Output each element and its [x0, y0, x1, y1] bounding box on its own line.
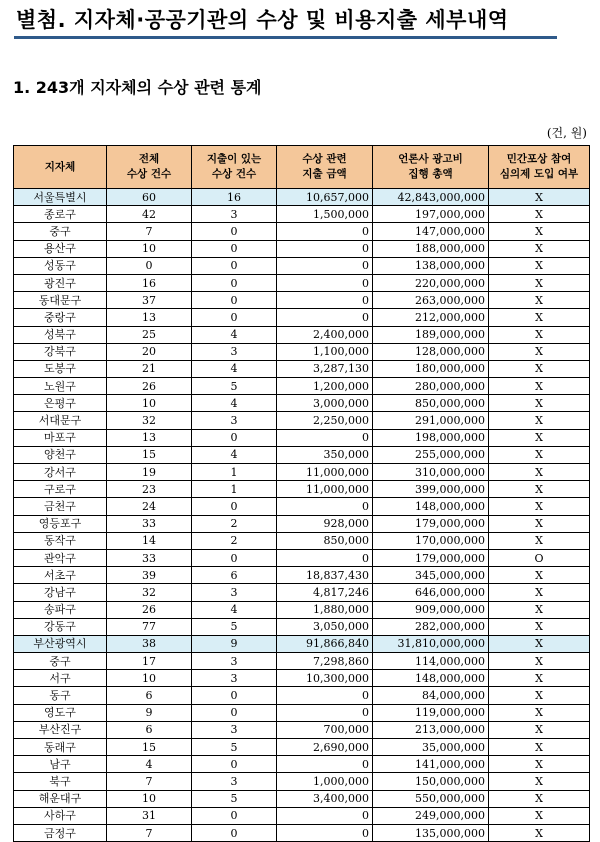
region-cell: 동래구	[14, 739, 107, 756]
review-system-cell: X	[489, 240, 590, 257]
awards-with-spending-cell: 0	[192, 429, 277, 446]
title-underline	[14, 36, 557, 39]
spending-amount-cell: 2,690,000	[277, 739, 373, 756]
region-cell: 중구	[14, 653, 107, 670]
review-system-cell: X	[489, 635, 590, 652]
review-system-cell: X	[489, 412, 590, 429]
media-ad-total-cell: 909,000,000	[373, 601, 489, 618]
review-system-cell: X	[489, 739, 590, 756]
region-cell: 용산구	[14, 240, 107, 257]
spending-amount-cell: 0	[277, 240, 373, 257]
awards-with-spending-cell: 0	[192, 309, 277, 326]
spending-amount-cell: 4,817,246	[277, 584, 373, 601]
awards-with-spending-cell: 0	[192, 549, 277, 566]
table-header-row	[14, 146, 590, 189]
review-system-cell: O	[489, 549, 590, 566]
table-row	[14, 378, 590, 395]
media-ad-total-cell: 550,000,000	[373, 790, 489, 807]
total-awards-cell: 37	[107, 292, 192, 309]
total-awards-cell: 6	[107, 721, 192, 738]
media-ad-total-cell: 188,000,000	[373, 240, 489, 257]
review-system-cell: X	[489, 274, 590, 291]
media-ad-total-cell: 179,000,000	[373, 515, 489, 532]
review-system-cell: X	[489, 429, 590, 446]
spending-amount-cell: 850,000	[277, 532, 373, 549]
region-cell: 중구	[14, 223, 107, 240]
total-awards-cell: 9	[107, 704, 192, 721]
media-ad-total-cell: 180,000,000	[373, 360, 489, 377]
table-row	[14, 687, 590, 704]
media-ad-total-cell: 31,810,000,000	[373, 635, 489, 652]
review-system-cell: X	[489, 687, 590, 704]
media-ad-total-cell: 179,000,000	[373, 549, 489, 566]
region-cell: 강남구	[14, 584, 107, 601]
awards-with-spending-cell: 0	[192, 223, 277, 240]
total-awards-cell: 17	[107, 653, 192, 670]
awards-with-spending-cell: 0	[192, 704, 277, 721]
review-system-cell: X	[489, 395, 590, 412]
awards-with-spending-cell: 5	[192, 739, 277, 756]
table-row	[14, 189, 590, 206]
awards-with-spending-cell: 0	[192, 687, 277, 704]
media-ad-total-cell: 255,000,000	[373, 446, 489, 463]
review-system-cell: X	[489, 653, 590, 670]
region-cell: 구로구	[14, 481, 107, 498]
header-review-system: 민간포상 참여 심의제 도입 여부	[489, 146, 590, 189]
awards-with-spending-cell: 4	[192, 395, 277, 412]
table-row	[14, 412, 590, 429]
awards-with-spending-cell: 0	[192, 824, 277, 841]
spending-amount-cell: 1,100,000	[277, 343, 373, 360]
total-awards-cell: 19	[107, 464, 192, 481]
table-row	[14, 206, 590, 223]
media-ad-total-cell: 170,000,000	[373, 532, 489, 549]
table-row	[14, 790, 590, 807]
table-row	[14, 635, 590, 652]
spending-amount-cell: 11,000,000	[277, 481, 373, 498]
review-system-cell: X	[489, 532, 590, 549]
spending-amount-cell: 10,300,000	[277, 670, 373, 687]
media-ad-total-cell: 280,000,000	[373, 378, 489, 395]
table-row	[14, 274, 590, 291]
region-cell: 북구	[14, 773, 107, 790]
region-cell: 사하구	[14, 807, 107, 824]
spending-amount-cell: 3,000,000	[277, 395, 373, 412]
review-system-cell: X	[489, 704, 590, 721]
region-cell: 강서구	[14, 464, 107, 481]
spending-amount-cell: 1,000,000	[277, 773, 373, 790]
media-ad-total-cell: 148,000,000	[373, 670, 489, 687]
spending-amount-cell: 350,000	[277, 446, 373, 463]
media-ad-total-cell: 345,000,000	[373, 567, 489, 584]
header-award-spending-amount: 수상 관련 지출 금액	[277, 146, 373, 189]
media-ad-total-cell: 128,000,000	[373, 343, 489, 360]
review-system-cell: X	[489, 326, 590, 343]
total-awards-cell: 77	[107, 618, 192, 635]
spending-amount-cell: 0	[277, 429, 373, 446]
media-ad-total-cell: 220,000,000	[373, 274, 489, 291]
header-media-ad-total: 언론사 광고비 집행 총액	[373, 146, 489, 189]
region-cell: 영도구	[14, 704, 107, 721]
media-ad-total-cell: 189,000,000	[373, 326, 489, 343]
awards-with-spending-cell: 0	[192, 257, 277, 274]
spending-amount-cell: 0	[277, 687, 373, 704]
awards-with-spending-cell: 0	[192, 292, 277, 309]
region-cell: 서울특별시	[14, 189, 107, 206]
awards-with-spending-cell: 5	[192, 790, 277, 807]
table-body	[14, 189, 590, 842]
awards-with-spending-cell: 4	[192, 601, 277, 618]
review-system-cell: X	[489, 824, 590, 841]
total-awards-cell: 33	[107, 515, 192, 532]
review-system-cell: X	[489, 618, 590, 635]
awards-with-spending-cell: 4	[192, 326, 277, 343]
media-ad-total-cell: 138,000,000	[373, 257, 489, 274]
region-cell: 영등포구	[14, 515, 107, 532]
total-awards-cell: 10	[107, 240, 192, 257]
total-awards-cell: 24	[107, 498, 192, 515]
media-ad-total-cell: 148,000,000	[373, 498, 489, 515]
review-system-cell: X	[489, 584, 590, 601]
awards-with-spending-cell: 9	[192, 635, 277, 652]
review-system-cell: X	[489, 498, 590, 515]
spending-amount-cell: 1,500,000	[277, 206, 373, 223]
media-ad-total-cell: 282,000,000	[373, 618, 489, 635]
region-cell: 서대문구	[14, 412, 107, 429]
table-row	[14, 739, 590, 756]
awards-with-spending-cell: 1	[192, 481, 277, 498]
spending-amount-cell: 0	[277, 756, 373, 773]
table-row	[14, 549, 590, 566]
spending-amount-cell: 0	[277, 257, 373, 274]
table-row	[14, 618, 590, 635]
spending-amount-cell: 0	[277, 274, 373, 291]
review-system-cell: X	[489, 223, 590, 240]
media-ad-total-cell: 249,000,000	[373, 807, 489, 824]
awards-with-spending-cell: 6	[192, 567, 277, 584]
spending-amount-cell: 3,050,000	[277, 618, 373, 635]
table-row	[14, 257, 590, 274]
awards-with-spending-cell: 4	[192, 360, 277, 377]
awards-with-spending-cell: 3	[192, 721, 277, 738]
region-cell: 동대문구	[14, 292, 107, 309]
table-row	[14, 807, 590, 824]
total-awards-cell: 10	[107, 790, 192, 807]
media-ad-total-cell: 141,000,000	[373, 756, 489, 773]
region-cell: 서구	[14, 670, 107, 687]
media-ad-total-cell: 291,000,000	[373, 412, 489, 429]
spending-amount-cell: 3,287,130	[277, 360, 373, 377]
spending-amount-cell: 1,200,000	[277, 378, 373, 395]
media-ad-total-cell: 119,000,000	[373, 704, 489, 721]
awards-with-spending-cell: 2	[192, 515, 277, 532]
awards-with-spending-cell: 1	[192, 464, 277, 481]
review-system-cell: X	[489, 567, 590, 584]
review-system-cell: X	[489, 446, 590, 463]
awards-with-spending-cell: 0	[192, 498, 277, 515]
total-awards-cell: 15	[107, 446, 192, 463]
media-ad-total-cell: 84,000,000	[373, 687, 489, 704]
region-cell: 강동구	[14, 618, 107, 635]
media-ad-total-cell: 147,000,000	[373, 223, 489, 240]
spending-amount-cell: 3,400,000	[277, 790, 373, 807]
spending-amount-cell: 700,000	[277, 721, 373, 738]
media-ad-total-cell: 646,000,000	[373, 584, 489, 601]
table-row	[14, 704, 590, 721]
table-row	[14, 309, 590, 326]
review-system-cell: X	[489, 292, 590, 309]
table-row	[14, 756, 590, 773]
region-cell: 마포구	[14, 429, 107, 446]
table-row	[14, 464, 590, 481]
spending-amount-cell: 10,657,000	[277, 189, 373, 206]
total-awards-cell: 26	[107, 601, 192, 618]
review-system-cell: X	[489, 360, 590, 377]
spending-amount-cell: 0	[277, 292, 373, 309]
awards-with-spending-cell: 3	[192, 206, 277, 223]
table-row	[14, 343, 590, 360]
awards-with-spending-cell: 4	[192, 446, 277, 463]
table-row	[14, 532, 590, 549]
awards-with-spending-cell: 0	[192, 756, 277, 773]
total-awards-cell: 32	[107, 412, 192, 429]
review-system-cell: X	[489, 309, 590, 326]
awards-with-spending-cell: 3	[192, 653, 277, 670]
media-ad-total-cell: 135,000,000	[373, 824, 489, 841]
total-awards-cell: 13	[107, 429, 192, 446]
spending-amount-cell: 928,000	[277, 515, 373, 532]
review-system-cell: X	[489, 670, 590, 687]
region-cell: 중랑구	[14, 309, 107, 326]
table-row	[14, 498, 590, 515]
table-row	[14, 395, 590, 412]
awards-with-spending-cell: 0	[192, 807, 277, 824]
total-awards-cell: 32	[107, 584, 192, 601]
media-ad-total-cell: 35,000,000	[373, 739, 489, 756]
awards-with-spending-cell: 3	[192, 773, 277, 790]
total-awards-cell: 6	[107, 687, 192, 704]
awards-with-spending-cell: 2	[192, 532, 277, 549]
awards-with-spending-cell: 3	[192, 584, 277, 601]
total-awards-cell: 21	[107, 360, 192, 377]
review-system-cell: X	[489, 756, 590, 773]
table-row	[14, 824, 590, 841]
region-cell: 송파구	[14, 601, 107, 618]
review-system-cell: X	[489, 515, 590, 532]
awards-with-spending-cell: 3	[192, 670, 277, 687]
region-cell: 동작구	[14, 532, 107, 549]
media-ad-total-cell: 213,000,000	[373, 721, 489, 738]
spending-amount-cell: 0	[277, 223, 373, 240]
awards-with-spending-cell: 5	[192, 618, 277, 635]
header-total-awards: 전체 수상 건수	[107, 146, 192, 189]
table-row	[14, 515, 590, 532]
table-row	[14, 240, 590, 257]
table-row	[14, 292, 590, 309]
review-system-cell: X	[489, 206, 590, 223]
unit-note: (건, 원)	[546, 126, 587, 140]
total-awards-cell: 23	[107, 481, 192, 498]
media-ad-total-cell: 114,000,000	[373, 653, 489, 670]
awards-with-spending-cell: 0	[192, 240, 277, 257]
region-cell: 서초구	[14, 567, 107, 584]
total-awards-cell: 13	[107, 309, 192, 326]
region-cell: 부산진구	[14, 721, 107, 738]
spending-amount-cell: 11,000,000	[277, 464, 373, 481]
header-region: 지자체	[14, 146, 107, 189]
table-row	[14, 653, 590, 670]
total-awards-cell: 20	[107, 343, 192, 360]
awards-statistics-table	[13, 145, 590, 842]
total-awards-cell: 7	[107, 773, 192, 790]
spending-amount-cell: 2,400,000	[277, 326, 373, 343]
spending-amount-cell: 0	[277, 824, 373, 841]
section-heading: 1. 243개 지자체의 수상 관련 통계	[13, 78, 262, 97]
table-row	[14, 360, 590, 377]
region-cell: 성북구	[14, 326, 107, 343]
region-cell: 노원구	[14, 378, 107, 395]
total-awards-cell: 26	[107, 378, 192, 395]
awards-with-spending-cell: 3	[192, 343, 277, 360]
total-awards-cell: 7	[107, 223, 192, 240]
table-row	[14, 481, 590, 498]
region-cell: 동구	[14, 687, 107, 704]
awards-with-spending-cell: 5	[192, 378, 277, 395]
total-awards-cell: 10	[107, 395, 192, 412]
spending-amount-cell: 0	[277, 704, 373, 721]
awards-with-spending-cell: 0	[192, 274, 277, 291]
region-cell: 성동구	[14, 257, 107, 274]
total-awards-cell: 42	[107, 206, 192, 223]
media-ad-total-cell: 212,000,000	[373, 309, 489, 326]
table-row	[14, 429, 590, 446]
spending-amount-cell: 2,250,000	[277, 412, 373, 429]
media-ad-total-cell: 310,000,000	[373, 464, 489, 481]
media-ad-total-cell: 850,000,000	[373, 395, 489, 412]
document-title: 별첨. 지자체·공공기관의 수상 및 비용지출 세부내역	[16, 8, 509, 32]
review-system-cell: X	[489, 790, 590, 807]
region-cell: 은평구	[14, 395, 107, 412]
media-ad-total-cell: 150,000,000	[373, 773, 489, 790]
spending-amount-cell: 7,298,860	[277, 653, 373, 670]
awards-with-spending-cell: 16	[192, 189, 277, 206]
spending-amount-cell: 1,880,000	[277, 601, 373, 618]
region-cell: 광진구	[14, 274, 107, 291]
review-system-cell: X	[489, 257, 590, 274]
table-row	[14, 721, 590, 738]
region-cell: 종로구	[14, 206, 107, 223]
total-awards-cell: 4	[107, 756, 192, 773]
region-cell: 해운대구	[14, 790, 107, 807]
total-awards-cell: 15	[107, 739, 192, 756]
media-ad-total-cell: 399,000,000	[373, 481, 489, 498]
region-cell: 부산광역시	[14, 635, 107, 652]
spending-amount-cell: 91,866,840	[277, 635, 373, 652]
media-ad-total-cell: 263,000,000	[373, 292, 489, 309]
spending-amount-cell: 0	[277, 807, 373, 824]
awards-with-spending-cell: 3	[192, 412, 277, 429]
total-awards-cell: 0	[107, 257, 192, 274]
total-awards-cell: 60	[107, 189, 192, 206]
review-system-cell: X	[489, 464, 590, 481]
region-cell: 관악구	[14, 549, 107, 566]
review-system-cell: X	[489, 343, 590, 360]
total-awards-cell: 38	[107, 635, 192, 652]
region-cell: 도봉구	[14, 360, 107, 377]
media-ad-total-cell: 42,843,000,000	[373, 189, 489, 206]
total-awards-cell: 39	[107, 567, 192, 584]
region-cell: 금천구	[14, 498, 107, 515]
total-awards-cell: 33	[107, 549, 192, 566]
table-row	[14, 773, 590, 790]
total-awards-cell: 31	[107, 807, 192, 824]
spending-amount-cell: 18,837,430	[277, 567, 373, 584]
total-awards-cell: 14	[107, 532, 192, 549]
table-row	[14, 670, 590, 687]
total-awards-cell: 7	[107, 824, 192, 841]
table-row	[14, 446, 590, 463]
spending-amount-cell: 0	[277, 498, 373, 515]
region-cell: 금정구	[14, 824, 107, 841]
header-awards-with-spending: 지출이 있는 수상 건수	[192, 146, 277, 189]
table-row	[14, 326, 590, 343]
media-ad-total-cell: 197,000,000	[373, 206, 489, 223]
spending-amount-cell: 0	[277, 549, 373, 566]
review-system-cell: X	[489, 189, 590, 206]
total-awards-cell: 16	[107, 274, 192, 291]
review-system-cell: X	[489, 773, 590, 790]
media-ad-total-cell: 198,000,000	[373, 429, 489, 446]
total-awards-cell: 10	[107, 670, 192, 687]
region-cell: 남구	[14, 756, 107, 773]
table-row	[14, 223, 590, 240]
region-cell: 양천구	[14, 446, 107, 463]
table-row	[14, 601, 590, 618]
review-system-cell: X	[489, 721, 590, 738]
table-row	[14, 584, 590, 601]
review-system-cell: X	[489, 807, 590, 824]
table-row	[14, 567, 590, 584]
region-cell: 강북구	[14, 343, 107, 360]
total-awards-cell: 25	[107, 326, 192, 343]
review-system-cell: X	[489, 378, 590, 395]
spending-amount-cell: 0	[277, 309, 373, 326]
review-system-cell: X	[489, 481, 590, 498]
review-system-cell: X	[489, 601, 590, 618]
